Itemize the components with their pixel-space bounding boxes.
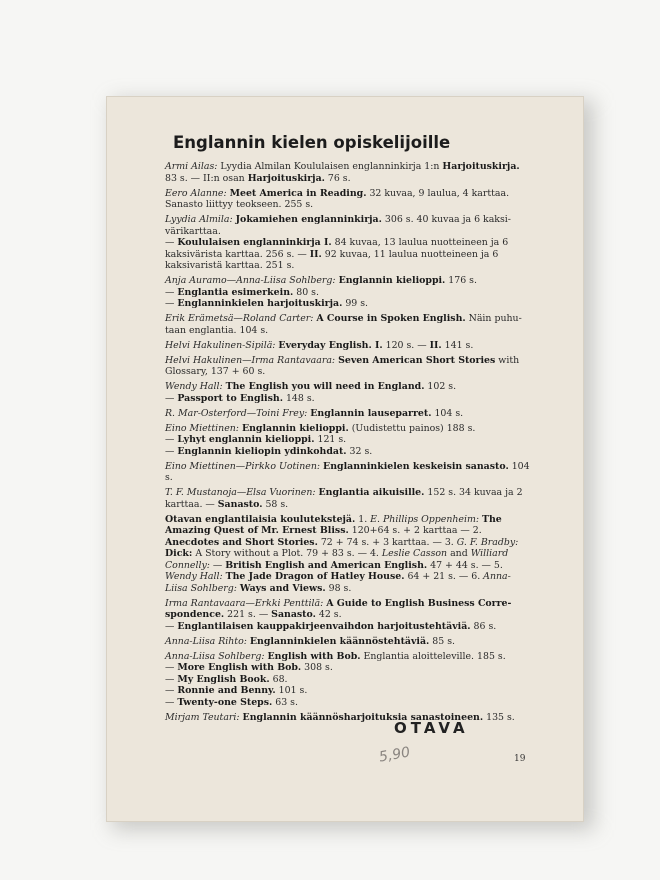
entry-text: 221 s. — [224, 609, 272, 620]
author-name: Irma Rantavaara—Erkki Penttilä: [165, 597, 324, 609]
book-title: The Amazing Quest of Mr. Ernest Bliss. [165, 513, 502, 536]
author-name: Eero Alanne: [165, 187, 227, 199]
author-name: Mirjam Teutari: [165, 711, 240, 723]
entry-text: 72 + 74 s. + 3 karttaa. — 3. [317, 536, 457, 548]
entry-text: — [165, 392, 178, 404]
entry-text: Englantia aloitteleville. 185 s. [360, 650, 506, 662]
book-title: Harjoituskirja. [247, 172, 325, 184]
entry-text: 102 s. [424, 381, 457, 392]
book-title: Twenty-one Steps. [177, 696, 273, 708]
entry-text: — [165, 445, 178, 457]
book-entry [165, 408, 531, 420]
book-title: Everyday English. I. [278, 339, 383, 351]
book-title: Englantia esimerkein. [177, 286, 294, 298]
entry-text: 120 s. — [382, 339, 430, 351]
entry-text: Lyydia Almilan Koululaisen englanninkirja 1:n [217, 161, 443, 172]
entry-text: 80 s. [293, 286, 319, 298]
book-entry [165, 651, 531, 709]
entry-text: 306 s. 40 kuvaa ja 6 kaksivärikarttaa. [165, 214, 511, 237]
entry-text: 104 s. [431, 407, 464, 419]
entry-text: 148 s. [282, 392, 315, 404]
entry-text: 64 + 21 s. — 6. [404, 571, 484, 582]
book-title: Englanninkielen käännöstehtäviä. [249, 635, 430, 647]
author-name: T. F. Mustanoja—Elsa Vuorinen: [165, 487, 316, 498]
entry-text: 176 s. [445, 275, 477, 286]
entry-text: A Story without a Plot. 79 + 83 s. — 4. [192, 548, 382, 559]
book-entry [165, 188, 531, 211]
book-title: Sanasto. [271, 609, 316, 620]
book-title: A Guide to English Business Correspondence. [165, 597, 512, 620]
entry-text: 85 s. [429, 635, 456, 647]
author-name: E. Phillips Oppenheim: [370, 513, 480, 525]
book-entry [165, 275, 531, 310]
entry-text: 1. [355, 513, 371, 525]
entry-text: 98 s. [325, 582, 352, 594]
entry-text: 308 s. [301, 662, 333, 673]
author-name: Williard Connelly: [165, 548, 509, 571]
entry-text: — [165, 662, 178, 673]
book-title: Englannin lauseparret. [310, 407, 432, 419]
entry-text: and [447, 548, 471, 559]
entry-text: — [209, 559, 226, 571]
author-name: Helvi Hakulinen—Irma Rantavaara: [165, 354, 336, 366]
book-title: Jokamiehen englanninkirja. [235, 214, 382, 225]
book-title: II. [429, 339, 442, 351]
entry-text: (Uudistettu painos) 188 s. [348, 422, 476, 434]
book-title: Anecdotes and Short Stories. [165, 536, 318, 548]
page-title: Englannin kielen opiskelijoille [173, 133, 451, 152]
entry-text: — [165, 434, 178, 445]
book-title: Englantia aikuisille. [318, 487, 425, 498]
author-name: Eino Miettinen—Pirkko Uotinen: [165, 460, 321, 472]
entry-text: — [165, 685, 178, 696]
author-name: R. Mar-Osterford—Toini Frey: [165, 407, 308, 419]
author-name: Wendy Hall: [165, 381, 223, 392]
book-title: Seven American Short Stories [338, 354, 496, 366]
handwritten-price: 5,90 [377, 744, 412, 766]
book-title: Lyhyt englannin kielioppi. [177, 434, 315, 445]
entry-text: — [165, 620, 178, 632]
entry-text: 101 s. [275, 685, 308, 696]
page-number: 19 [514, 754, 526, 764]
book-entry [165, 514, 531, 595]
entry-text: 121 s. [314, 434, 347, 445]
entry-text: 84 kuvaa, 13 laulua nuotteineen ja 6 kaksivärista karttaa. 256 s. — [165, 237, 509, 260]
entry-text: 141 s. [441, 339, 474, 351]
entry-text: 68. [269, 673, 288, 685]
entry-text: — [165, 696, 178, 708]
entry-text: 58 s. [262, 498, 289, 510]
book-entry [165, 461, 531, 484]
entry-text: 83 s. — II:n osan [165, 172, 248, 184]
book-entry [165, 214, 531, 272]
entry-text: 104 s. [165, 460, 530, 483]
entry-text: — [165, 237, 178, 248]
book-entry [165, 161, 531, 184]
book-title: Englannin kielioppi. [338, 275, 446, 286]
author-name: Erik Erämetsä—Roland Carter: [165, 313, 314, 324]
book-entry [165, 313, 531, 336]
entry-text: 76 s. [324, 172, 351, 184]
author-name: Anna-Liisa Rihto: [165, 635, 247, 647]
book-title: English with Bob. [267, 650, 361, 662]
book-entry [165, 381, 531, 404]
author-name: Anna-Liisa Sohlberg: [165, 571, 511, 594]
book-entry [165, 423, 531, 458]
book-back-cover [106, 96, 584, 822]
entry-text: 152 s. 34 kuvaa ja 2 karttaa. — [165, 487, 523, 510]
entry-text: 99 s. [342, 298, 369, 309]
book-list [165, 161, 531, 727]
entry-text: 32 kuvaa, 9 laulua, 4 karttaa. Sanasto liittyy teokseen. 255 s. [165, 187, 510, 210]
author-name: Armi Ailas: [165, 161, 218, 172]
book-entry [165, 340, 531, 352]
book-title: Passport to English. [177, 392, 283, 404]
book-title: Englanninkielen harjoituskirja. [177, 298, 343, 309]
book-entry [165, 355, 531, 378]
author-name: Lyydia Almila: [165, 214, 233, 225]
book-title: More English with Bob. [177, 662, 302, 673]
entry-text: — [165, 286, 178, 298]
book-title: Ways and Views. [239, 582, 326, 594]
book-title: My English Book. [177, 673, 270, 685]
entry-text: with Glossary, 137 + 60 s. [165, 354, 520, 377]
entry-text: 86 s. [470, 620, 497, 632]
book-title: The English you will need in England. [225, 381, 425, 392]
book-entry [165, 636, 531, 648]
entry-text: 120+64 s. + 2 karttaa — 2. [348, 525, 482, 536]
author-name: Helvi Hakulinen-Sipilä: [165, 339, 276, 351]
book-title: Harjoituskirja. [442, 161, 520, 172]
publisher-logo: OTAVA [394, 719, 469, 737]
book-title: Englannin kieliopin ydinkohdat. [177, 445, 347, 457]
book-title: The Jade Dragon of Hatley House. [225, 571, 405, 582]
book-title: Dick: [165, 548, 193, 559]
author-name: Eino Miettinen: [165, 422, 239, 434]
entry-text: 135 s. [483, 711, 515, 723]
book-title: Sanasto. [217, 498, 263, 510]
entry-text: Näin puhutaan englantia. 104 s. [165, 313, 522, 336]
author-name: G. F. Bradby: [456, 536, 519, 548]
book-title: Englannin käännösharjoituksia sanastoineen. [242, 711, 484, 723]
entry-text: 63 s. [272, 696, 298, 708]
author-name: Anna-Liisa Sohlberg: [165, 650, 265, 662]
book-title: British English and American English. [225, 559, 428, 571]
book-title: II. [309, 248, 322, 260]
entry-text: 42 s. [315, 609, 342, 620]
book-title: Englannin kielioppi. [241, 422, 349, 434]
author-name: Wendy Hall: [165, 571, 223, 582]
book-title: Meet America in Reading. [229, 187, 367, 199]
entry-text: — [165, 298, 178, 309]
entry-text: 47 + 44 s. — 5. [427, 559, 503, 571]
book-title: Otavan englantilaisia koulutekstejä. [165, 513, 356, 525]
entry-text: 92 kuvaa, 11 laulua nuotteineen ja 6 kaksivaristä karttaa. 251 s. [165, 248, 499, 271]
book-title: Englanninkielen keskeisin sanasto. [323, 460, 509, 472]
author-name: Leslie Casson [381, 548, 448, 559]
book-entry [165, 712, 531, 724]
book-title: Ronnie and Benny. [177, 685, 276, 696]
author-name: Anja Auramo—Anna-Liisa Sohlberg: [165, 275, 336, 286]
book-title: Englantilaisen kauppakirjeenvaihdon harjoitustehtäviä. [177, 620, 471, 632]
entry-text: — [165, 673, 178, 685]
book-title: A Course in Spoken English. [316, 313, 466, 324]
book-title: Koululaisen englanninkirja I. [177, 237, 332, 248]
entry-text: 32 s. [346, 445, 373, 457]
book-entry [165, 598, 531, 633]
book-entry [165, 487, 531, 510]
